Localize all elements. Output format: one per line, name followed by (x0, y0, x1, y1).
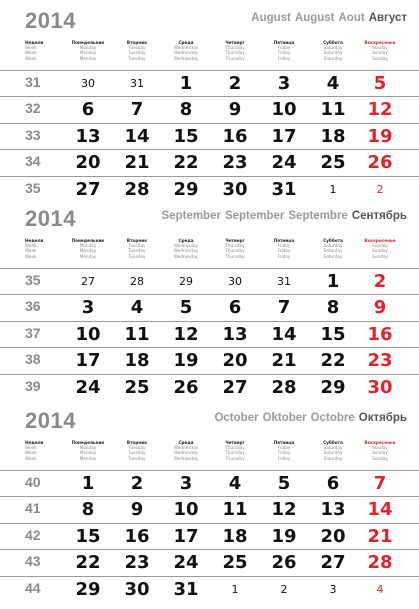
day-cell: 8 (81, 499, 95, 521)
weekday-label: Saturday (323, 455, 343, 461)
day-cell: 24 (173, 552, 199, 574)
weekday-label: Tuesday (128, 455, 146, 461)
week-header-label: Week (25, 455, 37, 461)
day-cell: 25 (320, 152, 346, 174)
day-cell: 13 (222, 323, 248, 345)
day-cell: 28 (124, 178, 150, 200)
weekday-label: Thursday (225, 55, 245, 61)
day-cell: 5 (179, 297, 193, 319)
weekday-label: Tuesday (128, 253, 146, 259)
day-cell: 1 (81, 473, 95, 494)
week-row (0, 523, 419, 549)
month-block (0, 206, 419, 402)
week-number: 38 (25, 351, 41, 368)
weekday-header-saturday (311, 238, 355, 259)
weekday-header-friday (262, 440, 306, 461)
week-row (0, 123, 419, 149)
month-block (0, 8, 419, 204)
month-name: September (224, 210, 285, 222)
week-number: 42 (25, 526, 41, 543)
day-cell: 14 (124, 125, 150, 147)
weekday-label: Friday (277, 248, 291, 254)
day-cell: 19 (173, 350, 199, 372)
weekday-label: Monday (79, 455, 97, 461)
day-cell: 3 (329, 582, 337, 596)
weekday-header-wednesday (164, 238, 208, 259)
weekday-label: Saturday (323, 243, 343, 249)
weekday-label: Thursday (225, 50, 245, 56)
week-row (0, 70, 419, 96)
weekday-label: Tuesday (128, 445, 146, 451)
day-cell: 30 (228, 275, 242, 288)
weekday-label: Wednesday (173, 55, 199, 61)
day-cell: 11 (222, 499, 248, 521)
month-name: Август (368, 12, 407, 24)
weekday-label: Tuesday (128, 243, 146, 249)
week-row (0, 347, 419, 373)
day-cell: 28 (271, 376, 297, 398)
day-cell: 4 (376, 582, 384, 596)
weekday-header (0, 440, 419, 470)
weekday-label: Sunday (372, 55, 388, 61)
month-name: Octobre (310, 412, 355, 424)
day-cell: 21 (271, 350, 297, 372)
weekday-label: Понедельник (71, 40, 105, 45)
weekday-label: Воскресенье (364, 40, 396, 45)
day-cell: 29 (75, 578, 101, 600)
day-cell: 21 (367, 525, 393, 547)
day-cell: 30 (81, 77, 95, 90)
week-row (0, 321, 419, 347)
weekday-label: Monday (79, 50, 97, 56)
month-name: August (251, 12, 291, 24)
week-number: 34 (25, 153, 41, 170)
week-rows (0, 470, 419, 602)
month-name: Октябрь (358, 412, 407, 424)
weekday-label: Wednesday (173, 253, 199, 259)
month-name: October (214, 412, 259, 424)
day-cell: 15 (75, 525, 101, 547)
weekday-label: Sunday (372, 248, 388, 254)
day-cell: 30 (367, 376, 393, 398)
weekday-label: Wednesday (173, 45, 199, 51)
week-number: 31 (25, 74, 41, 90)
weekday-label: Friday (277, 450, 291, 456)
weekday-label: Friday (277, 445, 291, 451)
weekday-label: Sunday (372, 50, 388, 56)
day-cell: 9 (130, 499, 144, 521)
day-cell: 9 (228, 99, 242, 121)
day-cell: 16 (222, 125, 248, 147)
weekday-header-wednesday (164, 440, 208, 461)
week-number: 33 (25, 126, 41, 143)
week-rows (0, 70, 419, 202)
weekday-header-saturday (311, 440, 355, 461)
day-cell: 20 (320, 525, 346, 547)
week-header-label: Week (25, 243, 37, 249)
weekday-header-sunday (358, 238, 402, 259)
month-block (0, 408, 419, 604)
month-title (210, 412, 407, 424)
week-rows (0, 268, 419, 400)
weekday-label: Sunday (372, 450, 388, 456)
day-cell: 19 (367, 125, 393, 147)
weekday-label: Wednesday (173, 450, 199, 456)
week-header-label: Неделя (25, 40, 44, 45)
day-cell: 3 (81, 297, 95, 319)
month-title (158, 210, 408, 222)
day-cell: 22 (320, 350, 346, 372)
week-number: 36 (25, 298, 41, 315)
day-cell: 24 (75, 376, 101, 398)
day-cell: 31 (277, 275, 291, 288)
weekday-label: Monday (79, 445, 97, 451)
week-number: 35 (25, 272, 41, 288)
day-cell: 2 (228, 73, 242, 94)
day-cell: 26 (367, 152, 393, 174)
day-cell: 7 (277, 297, 291, 319)
day-cell: 5 (277, 473, 291, 494)
day-cell: 1 (326, 271, 340, 292)
day-cell: 2 (373, 271, 387, 292)
weekday-label: Tuesday (128, 248, 146, 254)
day-cell: 29 (173, 178, 199, 200)
day-cell: 22 (173, 152, 199, 174)
day-cell: 9 (373, 297, 387, 319)
day-cell: 27 (81, 275, 95, 288)
day-cell: 28 (130, 275, 144, 288)
day-cell: 2 (280, 582, 288, 596)
year-label: 2014 (25, 408, 76, 433)
weekday-label: Friday (277, 50, 291, 56)
week-row (0, 268, 419, 294)
day-cell: 15 (320, 323, 346, 345)
day-cell: 27 (75, 178, 101, 200)
weekday-label: Friday (277, 45, 291, 51)
weekday-label: Tuesday (128, 50, 146, 56)
day-cell: 5 (373, 73, 387, 94)
weekday-label: Воскресенье (364, 238, 396, 243)
weekday-label: Saturday (323, 55, 343, 61)
weekday-header-monday (66, 40, 110, 61)
month-name: Oktober (262, 412, 307, 424)
weekday-label: Sunday (372, 445, 388, 451)
weekday-header-thursday (213, 40, 257, 61)
weekday-label: Thursday (225, 243, 245, 249)
day-cell: 2 (376, 182, 384, 196)
day-cell: 4 (130, 297, 144, 319)
day-cell: 15 (173, 125, 199, 147)
week-row (0, 549, 419, 575)
weekday-label: Вторник (126, 238, 148, 243)
year-label: 2014 (25, 8, 76, 33)
day-cell: 18 (320, 125, 346, 147)
day-cell: 18 (222, 525, 248, 547)
weekday-label: Thursday (225, 248, 245, 254)
weekday-label: Friday (277, 243, 291, 249)
weekday-label: Четверг (225, 440, 245, 445)
day-cell: 13 (75, 125, 101, 147)
weekday-label: Суббота (323, 238, 343, 243)
week-header-label: Week (25, 450, 37, 456)
day-cell: 13 (320, 499, 346, 521)
day-cell: 29 (179, 275, 193, 288)
day-cell: 30 (124, 578, 150, 600)
weekday-label: Пятница (273, 40, 295, 45)
weekday-label: Monday (79, 55, 97, 61)
month-title (247, 12, 407, 24)
weekday-header-thursday (213, 440, 257, 461)
weekday-header-wednesday (164, 40, 208, 61)
weekday-label: Monday (79, 243, 97, 249)
day-cell: 7 (373, 473, 387, 494)
week-number: 37 (25, 324, 41, 341)
weekday-label: Понедельник (71, 238, 105, 243)
weekday-label: Thursday (225, 253, 245, 259)
weekday-label: Friday (277, 253, 291, 259)
weekday-label: Четверг (225, 238, 245, 243)
day-cell: 28 (367, 552, 393, 574)
week-header-label: Week (25, 45, 37, 51)
weekday-header-monday (66, 238, 110, 259)
week-row (0, 294, 419, 320)
day-cell: 27 (222, 376, 248, 398)
weekday-label: Monday (79, 248, 97, 254)
week-row (0, 576, 419, 602)
month-name: Aout (338, 12, 365, 24)
week-number: 35 (25, 179, 41, 196)
weekday-label: Wednesday (173, 455, 199, 461)
day-cell: 16 (367, 323, 393, 345)
day-cell: 2 (130, 473, 144, 494)
month-name: Septembre (288, 210, 348, 222)
day-cell: 25 (222, 552, 248, 574)
week-number: 32 (25, 100, 41, 117)
weekday-header (0, 40, 419, 70)
day-cell: 23 (367, 350, 393, 372)
weekday-label: Tuesday (128, 45, 146, 51)
day-cell: 24 (271, 152, 297, 174)
weekday-label: Суббота (323, 40, 343, 45)
week-header-label: Week (25, 248, 37, 254)
day-cell: 12 (367, 99, 393, 121)
day-cell: 10 (271, 99, 297, 121)
month-name: September (161, 210, 221, 222)
month-name: August (294, 12, 335, 24)
day-cell: 6 (326, 473, 340, 494)
weekday-label: Saturday (323, 45, 343, 51)
day-cell: 3 (277, 73, 291, 94)
weekday-label: Sunday (372, 45, 388, 51)
weekday-label: Суббота (323, 440, 343, 445)
day-cell: 12 (271, 499, 297, 521)
weekday-header-tuesday (115, 440, 159, 461)
weekday-label: Thursday (225, 445, 245, 451)
weekday-label: Saturday (323, 248, 343, 254)
week-header-label: Week (25, 445, 37, 451)
weekday-label: Thursday (225, 45, 245, 51)
weekday-header-tuesday (115, 238, 159, 259)
day-cell: 26 (173, 376, 199, 398)
day-cell: 17 (271, 125, 297, 147)
day-cell: 4 (326, 73, 340, 94)
weekday-header-thursday (213, 238, 257, 259)
week-header (25, 238, 43, 259)
weekday-label: Friday (277, 455, 291, 461)
weekday-label: Saturday (323, 253, 343, 259)
day-cell: 18 (124, 350, 150, 372)
weekday-label: Thursday (225, 455, 245, 461)
day-cell: 8 (326, 297, 340, 319)
weekday-label: Saturday (323, 445, 343, 451)
week-header-label: Неделя (25, 440, 44, 445)
day-cell: 17 (173, 525, 199, 547)
week-row (0, 496, 419, 522)
day-cell: 1 (231, 582, 239, 596)
week-number: 41 (25, 500, 41, 517)
day-cell: 1 (329, 182, 337, 196)
day-cell: 11 (124, 323, 150, 345)
day-cell: 10 (75, 323, 101, 345)
week-row (0, 96, 419, 122)
day-cell: 30 (222, 178, 248, 200)
weekday-label: Saturday (323, 450, 343, 456)
weekday-label: Sunday (372, 243, 388, 249)
week-number: 44 (25, 579, 41, 596)
day-cell: 14 (271, 323, 297, 345)
weekday-label: Среда (178, 40, 194, 45)
day-cell: 8 (179, 99, 193, 121)
day-cell: 7 (130, 99, 144, 121)
day-cell: 19 (271, 525, 297, 547)
day-cell: 14 (367, 499, 393, 521)
day-cell: 6 (81, 99, 95, 121)
day-cell: 31 (173, 578, 199, 600)
day-cell: 12 (173, 323, 199, 345)
weekday-label: Четверг (225, 40, 245, 45)
day-cell: 16 (124, 525, 150, 547)
day-cell: 11 (320, 99, 346, 121)
weekday-label: Пятница (273, 238, 295, 243)
week-header-label: Week (25, 55, 37, 61)
weekday-label: Wednesday (173, 50, 199, 56)
day-cell: 20 (222, 350, 248, 372)
year-label: 2014 (25, 206, 76, 231)
week-header-label: Week (25, 253, 37, 259)
weekday-label: Thursday (225, 450, 245, 456)
weekday-label: Среда (178, 238, 194, 243)
week-header-label: Неделя (25, 238, 44, 243)
weekday-header-friday (262, 40, 306, 61)
week-row (0, 149, 419, 175)
weekday-header-sunday (358, 40, 402, 61)
week-number: 40 (25, 474, 41, 490)
day-cell: 23 (222, 152, 248, 174)
day-cell: 23 (124, 552, 150, 574)
weekday-label: Tuesday (128, 450, 146, 456)
weekday-label: Вторник (126, 40, 148, 45)
day-cell: 22 (75, 552, 101, 574)
day-cell: 1 (179, 73, 193, 94)
weekday-label: Wednesday (173, 243, 199, 249)
weekday-label: Wednesday (173, 445, 199, 451)
weekday-header (0, 238, 419, 268)
day-cell: 4 (228, 473, 242, 494)
day-cell: 10 (173, 499, 199, 521)
day-cell: 25 (124, 376, 150, 398)
week-header-label: Week (25, 50, 37, 56)
weekday-label: Friday (277, 55, 291, 61)
weekday-label: Monday (79, 253, 97, 259)
week-number: 39 (25, 377, 41, 394)
weekday-header-monday (66, 440, 110, 461)
weekday-label: Среда (178, 440, 194, 445)
weekday-label: Monday (79, 450, 97, 456)
day-cell: 31 (271, 178, 297, 200)
week-row (0, 374, 419, 400)
weekday-header-tuesday (115, 40, 159, 61)
day-cell: 27 (320, 552, 346, 574)
weekday-label: Wednesday (173, 248, 199, 254)
week-header (25, 40, 43, 61)
day-cell: 29 (320, 376, 346, 398)
weekday-label: Вторник (126, 440, 148, 445)
weekday-header-sunday (358, 440, 402, 461)
week-row (0, 470, 419, 496)
day-cell: 21 (124, 152, 150, 174)
weekday-label: Воскресенье (364, 440, 396, 445)
day-cell: 17 (75, 350, 101, 372)
week-row (0, 176, 419, 202)
weekday-label: Пятница (273, 440, 295, 445)
week-number: 43 (25, 553, 41, 570)
day-cell: 31 (130, 77, 144, 90)
weekday-label: Saturday (323, 50, 343, 56)
day-cell: 6 (228, 297, 242, 319)
day-cell: 3 (179, 473, 193, 494)
weekday-header-saturday (311, 40, 355, 61)
weekday-header-friday (262, 238, 306, 259)
weekday-label: Sunday (372, 253, 388, 259)
weekday-label: Понедельник (71, 440, 105, 445)
weekday-label: Monday (79, 45, 97, 51)
week-header (25, 440, 43, 461)
weekday-label: Tuesday (128, 55, 146, 61)
day-cell: 26 (271, 552, 297, 574)
weekday-label: Sunday (372, 455, 388, 461)
month-name: Сентябрь (351, 210, 407, 222)
day-cell: 20 (75, 152, 101, 174)
